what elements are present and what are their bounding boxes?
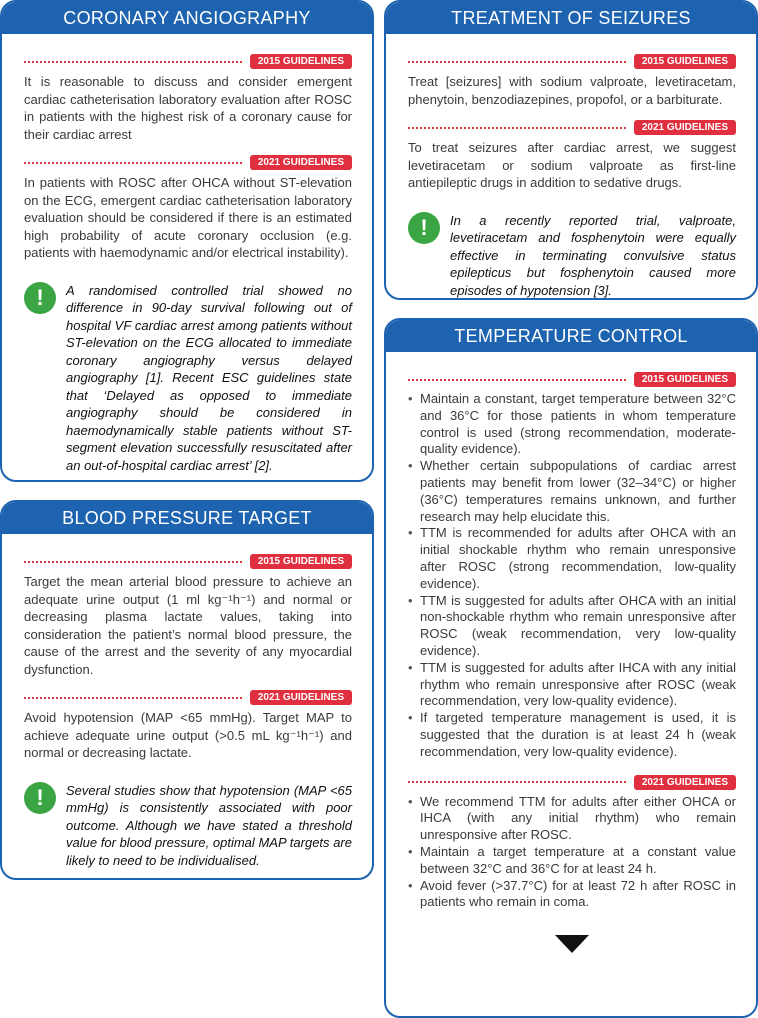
- guideline-badge-2015: 2015 GUIDELINES: [250, 554, 352, 569]
- list-item: • If targeted temperature management is used, it is suggested that the duration is at least 24 h (weak recommendation, very low-quality evidence).: [408, 710, 736, 760]
- note-block: [24, 282, 352, 475]
- exclamation-icon: !: [24, 782, 56, 814]
- guideline-2015-text: Treat [seizures] with sodium valproate, levetiracetam, phenytoin, benzodiazepines, propofol, or a barbiturate.: [408, 74, 736, 107]
- card-title: TREATMENT OF SEIZURES: [386, 2, 756, 34]
- note-text: Several studies show that hypotension (MAP <65 mmHg) is consistently associated with poor outcome. Although we have stated a threshold value for blood pressure, optimal MAP targets are likely to need to be individualised.: [66, 782, 352, 868]
- guideline-2021-list: [408, 794, 736, 912]
- guideline-divider-2021: [24, 155, 352, 170]
- guideline-2021-text: Avoid hypotension (MAP <65 mmHg). Target MAP to achieve adequate urine output (>0.5 mL kg⁻¹h⁻¹) and normal or decreasing lactate.: [24, 710, 352, 760]
- list-item: • Maintain a target temperature at a constant value between 32°C and 36°C for at least 24 h.: [408, 844, 736, 878]
- guideline-badge-2021: 2021 GUIDELINES: [250, 155, 352, 170]
- guideline-2015-text: Target the mean arterial blood pressure to achieve an adequate urine output (1 ml kg⁻¹h⁻¹) and normal or decreasing plasma lactate values, taking into consideration the patient’s normal blood pressure, the cause of the arrest and the severity of any myocardial dysfunction.: [24, 574, 352, 677]
- guideline-divider-2021: [24, 690, 352, 705]
- list-item: • Avoid fever (>37.7°C) for at least 72 h after ROSC in patients who remain in coma.: [408, 878, 736, 912]
- guideline-2015-list: [408, 391, 736, 761]
- guideline-badge-2015: 2015 GUIDELINES: [250, 54, 352, 69]
- guideline-2021-text: In patients with ROSC after OHCA without ST-elevation on the ECG, emergent cardiac catheterisation laboratory evaluation should be considered if there is an estimated high probability of acute coronary occlusion (e.g. patients with haemodynamic and/or electrical instability).: [24, 175, 352, 260]
- guideline-badge-2021: 2021 GUIDELINES: [634, 775, 736, 790]
- card-coronary-angiography: [0, 0, 374, 482]
- note-block: [408, 212, 736, 300]
- guideline-divider-2015: [24, 54, 352, 69]
- guideline-2021-text: To treat seizures after cardiac arrest, we suggest levetiracetam or sodium valproate as first-line antiepileptic drugs in addition to sedative drugs.: [408, 140, 736, 190]
- card-treatment-of-seizures: [384, 0, 758, 300]
- list-item: • We recommend TTM for adults after either OHCA or IHCA (with any initial rhythm) who remain unresponsive after ROSC.: [408, 794, 736, 844]
- guideline-divider-2015: [24, 554, 352, 569]
- guideline-badge-2015: 2015 GUIDELINES: [634, 372, 736, 387]
- note-text: In a recently reported trial, valproate, levetiracetam and fosphenytoin were equally effective in terminating convulsive status epilepticus but fosphenytoin caused more episodes of hypotension [3].: [450, 212, 736, 298]
- guideline-badge-2015: 2015 GUIDELINES: [634, 54, 736, 69]
- list-item: • Maintain a constant, target temperature between 32°C and 36°C for those patients in whom temperature control is used (strong recommendation, moderate-quality evidence).: [408, 391, 736, 458]
- note-text: A randomised controlled trial showed no difference in 90-day survival following out of hospital VF cardiac arrest among patients without ST-elevation on the ECG allocated to immediate coronary angiography versus delayed angiography [1]. Recent ESC guidelines state that ‘Delayed as opposed to immediate angiography should be considered in haemodynamically stable patients without ST-segment elevation successfully resuscitated after an out-of-hospital cardiac arrest’ [2].: [66, 282, 352, 473]
- card-temperature-control: [384, 318, 758, 1018]
- arrow-down-icon: [555, 935, 589, 953]
- exclamation-icon: !: [408, 212, 440, 244]
- guideline-badge-2021: 2021 GUIDELINES: [250, 690, 352, 705]
- guideline-2015-text: It is reasonable to discuss and consider emergent cardiac catheterisation laboratory evaluation after ROSC in patients with the highest risk of a coronary cause for their cardiac arrest: [24, 74, 352, 142]
- guideline-divider-2015: [408, 54, 736, 69]
- guideline-divider-2021: [408, 775, 736, 790]
- card-blood-pressure-target: [0, 500, 374, 880]
- guideline-divider-2021: [408, 120, 736, 135]
- card-title: CORONARY ANGIOGRAPHY: [2, 2, 372, 34]
- exclamation-icon: !: [24, 282, 56, 314]
- list-item: • Whether certain subpopulations of cardiac arrest patients may benefit from lower (32–34°C) or higher (36°C) temperatures remains unknown, and further research may help elucidate this.: [408, 458, 736, 525]
- list-item: • TTM is recommended for adults after OHCA with an initial shockable rhythm who remain unresponsive after ROSC (strong recommendation, low-quality evidence).: [408, 525, 736, 592]
- guideline-divider-2015: [408, 372, 736, 387]
- card-title: TEMPERATURE CONTROL: [386, 320, 756, 352]
- guideline-badge-2021: 2021 GUIDELINES: [634, 120, 736, 135]
- list-item: • TTM is suggested for adults after OHCA with an initial non-shockable rhythm who remain unresponsive after ROSC (weak recommendation, very low-quality evidence).: [408, 593, 736, 660]
- list-item: • TTM is suggested for adults after IHCA with any initial rhythm who remain unresponsive after ROSC (weak recommendation, very low-quality evidence).: [408, 660, 736, 710]
- card-title: BLOOD PRESSURE TARGET: [2, 502, 372, 534]
- note-block: [24, 782, 352, 870]
